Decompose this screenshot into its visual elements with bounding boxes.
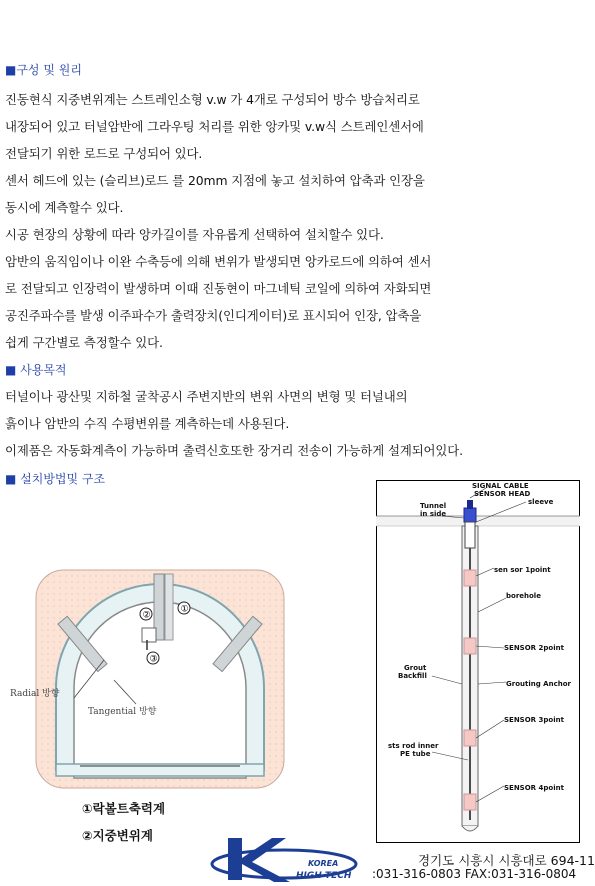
install-heading: ■ 설치방법및 구조 xyxy=(5,472,106,486)
purpose-line: 이제품은 자동화계측이 가능하며 출력신호또한 장거리 전송이 가능하게 설계되어있다. xyxy=(5,443,464,458)
principle-line: 공진주파수를 발생 이주파수가 출력장치(인디게이터)로 표시되어 인장, 압축을 xyxy=(5,308,422,323)
label-sensor-3: SENSOR 3point xyxy=(504,716,564,724)
label-sleeve: sleeve xyxy=(528,498,554,506)
purpose-line: 흙이나 암반의 수직 수평변위를 계측하는데 사용된다. xyxy=(5,416,290,431)
label-sensor-4: SENSOR 4point xyxy=(504,784,564,792)
sensor-head xyxy=(464,508,476,522)
tunnel-diagram xyxy=(10,568,286,790)
svg-text:③: ③ xyxy=(149,654,158,665)
borehole-diagram xyxy=(376,480,580,843)
logo-korea: KOREA xyxy=(308,859,339,868)
sleeve xyxy=(465,522,475,548)
label-grouting-anchor: Grouting Anchor xyxy=(506,680,571,688)
sensor-point-3 xyxy=(464,730,476,746)
instrument-block xyxy=(142,628,156,642)
principle-line: 내장되어 있고 터널암반에 그라우팅 처리를 위한 앙카및 v.w식 스트레인센서에 xyxy=(5,119,424,134)
principle-line: 동시에 계측할수 있다. xyxy=(5,200,124,215)
purpose-heading: ■ 사용목적 xyxy=(5,363,67,377)
logo-hightech: HIGH TECH xyxy=(296,871,352,881)
company-contact: :031-316-0803 FAX:031-316-0804 xyxy=(372,867,577,881)
label-sensor-1: sen sor 1point xyxy=(494,566,551,574)
principle-line: 로 전달되고 인장력이 발생하며 이때 진동현이 마그네틱 코일에 의하여 자화되면 xyxy=(5,281,432,296)
label-backfill: Backfill xyxy=(398,672,427,680)
label-in-side: in side xyxy=(420,510,447,518)
marker-2 xyxy=(140,608,152,621)
label-sensor-head: SENSOR HEAD xyxy=(474,490,531,498)
radial-label: Radial 방향 xyxy=(10,689,60,699)
label-grout: Grout xyxy=(404,664,427,672)
svg-text:①: ① xyxy=(180,604,189,615)
caption-extensometer: ②지중변위계 xyxy=(82,828,153,843)
sensor-point-1 xyxy=(464,570,476,586)
tangential-label: Tangential 방향 xyxy=(88,707,157,717)
purpose-line: 터널이나 광산및 지하철 굴착공시 주변지반의 변위 사면의 변형 및 터널내의 xyxy=(5,389,408,404)
label-signal-cable: SIGNAL CABLE xyxy=(472,482,529,490)
company-address: 경기도 시흥시 시흥대로 694-11 xyxy=(418,853,595,868)
label-rod: sts rod inner xyxy=(388,742,439,750)
principle-line: 센서 헤드에 있는 (슬리브)로드 를 20mm 지점에 놓고 설치하여 압축과 인장을 xyxy=(5,173,425,188)
label-tunnel: Tunnel xyxy=(420,502,447,510)
principle-line: 시공 현장의 상황에 따라 앙카길이를 자유롭게 선택하여 설치할수 있다. xyxy=(5,227,384,242)
principle-line: 암반의 움직임이나 이완 수축등에 의해 변위가 발생되면 앙카로드에 의하여 센서 xyxy=(5,254,432,269)
marker-1 xyxy=(178,602,190,615)
principle-line: 진동현식 지중변위계는 스트레인소형 v.w 가 4개로 구성되어 방수 방습처리로 xyxy=(5,92,420,107)
principle-line: 전달되기 위한 로드로 구성되어 있다. xyxy=(5,146,203,161)
svg-text:②: ② xyxy=(142,610,151,621)
caption-rock-bolt: ①락볼트축력계 xyxy=(82,801,166,816)
sensor-point-4 xyxy=(464,794,476,810)
label-pe-tube: PE tube xyxy=(400,750,431,758)
principle-heading: ■구성 및 원리 xyxy=(5,63,82,77)
label-sensor-2: SENSOR 2point xyxy=(504,644,564,652)
principle-line: 쉽게 구간별로 측정할수 있다. xyxy=(5,335,163,350)
sensor-point-2 xyxy=(464,638,476,654)
label-borehole: borehole xyxy=(506,592,541,600)
company-logo xyxy=(210,836,376,886)
marker-3 xyxy=(147,652,159,665)
crown-rod-2 xyxy=(165,574,173,640)
